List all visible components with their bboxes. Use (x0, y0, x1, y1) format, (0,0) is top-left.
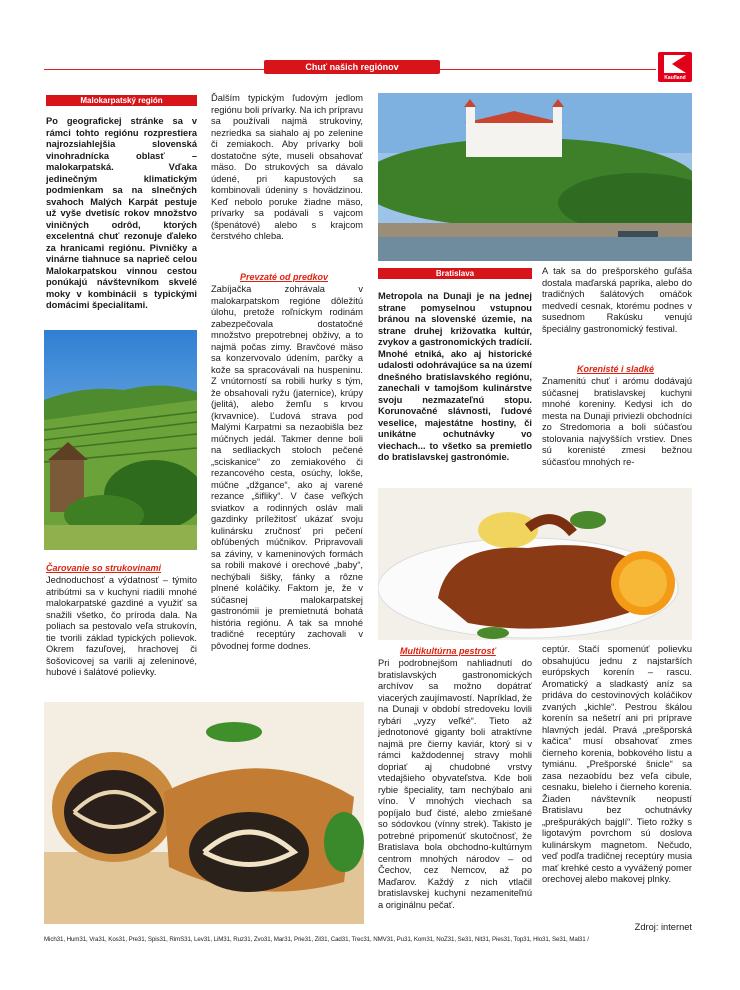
gulas-text: A tak sa do prešporského guľáša dostala maďarská paprika, alebo do tradičných šalátových omáčok medvedí cesnak, ktorému podnes v susednom Rakúsku venujú špeciálny gastronomický festival. (542, 266, 692, 334)
subtitle-prevzate: Prevzaté od predkov (240, 272, 329, 282)
bratislava-castle-photo (378, 93, 692, 261)
koreniste-text: Znamenitú chuť i arómu dodávajú súčasnej bratislavskej kuchyni mnohé koreniny. Kedysi ich do mesta na Dunaji priviezli obchodníci zo Stredomoria a boli súčasťou stolovania najvyšších vrstiev. Dnes sú korenisté zmesi bežnou súčasťou mnohých re- (542, 376, 692, 467)
vineyard-photo (44, 330, 197, 550)
poppy-seed-strudel-photo (44, 702, 364, 924)
kaufland-logo (658, 52, 692, 82)
logo-k-icon (664, 55, 686, 73)
bratislava-intro: Metropola na Dunaji je na jednej strane pomyselnou vstupnou bránou na slovenské územie, na strane druhej križovatka kultúr, zvykov a gastronomických tradícií. Mnohé etniká, ako aj historické udalosti odohrávajúce sa na území dnešného bratislavského regiónu, zanechali v tamojšom kulinárstve svoju nezmazateľnú stopu. Korunovačné slávnosti, ľudové veselice, majestátne hostiny, či unikátne ochutnávky vo viechach... to všetko sa premietlo do bratislavskej gastronómie. (378, 291, 532, 462)
carovanie-text: Jednoduchosť a výdatnosť – týmito atribútmi sa v kuchyni riadili mnohé malokarpatské gazdiné a využiť sa snažili všetko, čo príroda dala. Na poliach sa pestovalo veľa strukovín, tie tvorili základ typických polievok. Okrem fazuľovej, hrachovej či šošovicovej sa varili aj zeleninové, hubové i šalátové polievky. (46, 575, 197, 677)
malokarpatsky-intro: Po geografickej stránke sa v rámci tohto regiónu rozprestiera najrozsiahlejšia slovenská vinohradnícka oblasť – malokarpatská. Vďaka jedinečným klimatickým podmienkam sa na slnečných svahoch Malých Karpát pestuje už vyše dvetisíc rokov množstvo viničných odrôd, ktorých excelentná chuť rezonuje ďaleko za hranicami regiónu. Pivničky a vinárne tiahnuce sa naprieč celou Malokarpatskou vinnou cestou ponúkajú návštevníkom skvelé moky v kombinácii s typickými domácimi špecialitami. (46, 116, 197, 310)
multikulturna-text: Pri podrobnejšom nahliadnutí do bratislavských gastronomických archívov sa možno dopátrať viacerých zaujímavostí. Napríklad, že na Dunaji v období stredoveku lovili rybári „vyzy veľké“. Tieto až jednotonové giganty boli atraktívne najmä pre čierny kaviár, ktorý si v rámci každodennej stravy mohli dopriať aj chudobné vrstvy vtedajšieho obyvateľstva. Kde boli rybie špeciality, tam nechýbalo ani víno. V mnohých viechach sa popíjalo buď čisté, alebo zmiešané so sódovkou (vínny strek). Takisto je potrebné pripomenúť skutočnosť, že Bratislava bola obchodno-kultúrnym centrom mnohých národov – od Čechov, cez Nemcov, až po Maďarov. Každý z nich vtlačil bratislavskej kuchyni nezameniteľnú a originálnu pečať. (378, 658, 532, 910)
footer-codes: Mich31, Hum31, Vra31, Kos31, Pre31, Spis31, RimS31, Lev31, LiM31, Ruz31, Zvo31, Mar31, Prie31, Zil31, Cad31, Trec31, NMV31, Pu31, Kom31, NoZ31, Se31, Nit31, Pies31, Top31, Hlo31, Se31, Mal31 / (44, 936, 589, 943)
subtitle-koreniste: Korenisté i sladké (577, 364, 655, 374)
subtitle-carovanie: Čarovanie so strukovinami (46, 563, 162, 573)
zabijacka-text: Zabíjačka zohrávala v malokarpatskom regióne dôležitú úlohu, pretože roľníckym rodinám zabezpečovala dostatočné množstvo prepotrebnej obživy, a to najmä počas zimy. Bravčové mäso sa konzervovalo údením, parčky a kože sa spracovávali na huspeninu. Z vnútorností sa robili hurky s tým, že obsahovali ryžu (jaternice), krúpy (jelitá), alebo žemľu s krvou (krvavnice). Ľudová strava pod Malými Karpatmi sa nezaobišla bez múčnych jedál. Takmer denne boli na sedliackych stoloch pečené „sciskanice“ zo zemiakového či rezancového cesta, osúchy, lokše, múčne „džgance“, ako aj varené rezance „šifliky“. V čase veľkých sviatkov a rodinných osláv mali gazdinky príležitosť ukázať svoju kulinársku zručnosť pri pečení obľúbených múčnikov. Pripravovali sa záviny, v kameninových formách sa robili makové i orechové „baby“, nechýbali šišky, fánky a rôzne plnené koláčiky. Faktom je, že v súčasnej malokarpatskej gastronómii je premietnutá bohatá história regiónu. A tak sa mnohé tradičné receptúry zachovali v pôvodnej forme dodnes. (211, 284, 363, 651)
source-note: Zdroj: internet (634, 922, 692, 932)
roast-duck-photo (378, 488, 692, 640)
subtitle-multikulturna: Multikultúrna pestrosť (400, 646, 496, 656)
page-section-badge: Chuť našich regiónov (264, 60, 440, 74)
logo-text: Kaufland (664, 75, 686, 81)
privarky-text: Ďalším typickým ľudovým jedlom regiónu boli prívarky. Na ich prípravu sa používali najmä strukoviny, nezriedka sa siahalo aj po zelenine či zemiakoch. Aby prívarky boli dostatočne sýte, museli obsahovať mäso. Do strukových sa dávalo údené, pri kapustových sa kombinovali údeniny s hovädzinou. Keď nebolo poruke žiadne mäso, prívarky sa podávali s vajcom (špenátové) alebo s krajcom čerstvého chleba. (211, 93, 363, 241)
section-title-malokarpatsky: Malokarpatský región (46, 95, 197, 106)
section-title-bratislava: Bratislava (378, 268, 532, 279)
korenie-text: ceptúr. Stačí spomenúť polievku obsahujúcu jednu z najstarších európskych korenín – rascu. Aromatický a sladkastý aníz sa pridáva do cestovinových koláčikov zvaných „kichle“. Pestrou škálou korenín sa nešetrí ani pri príprave hlavných jedál. Pravá „prešporská kačica“ musí obsahovať zmes čierneho korenia, bobkového listu a tymiánu. „Prešporské šnicle“ sa zasa nezaobídu bez veľa cibule, cesnaku, bieleho i čierneho korenia. Žiaden návštevník neopustí Bratislavu bez ochutnávky „prešpurákých bajglí“. Tieto rožky s ligotavým povrchom sú doslova kulinárskym magnetom. Nečudo, veď podľa tradičnej receptúry musia mať krehké cesto a vyvážený pomer orechovej alebo makovej plnky. (542, 644, 692, 884)
